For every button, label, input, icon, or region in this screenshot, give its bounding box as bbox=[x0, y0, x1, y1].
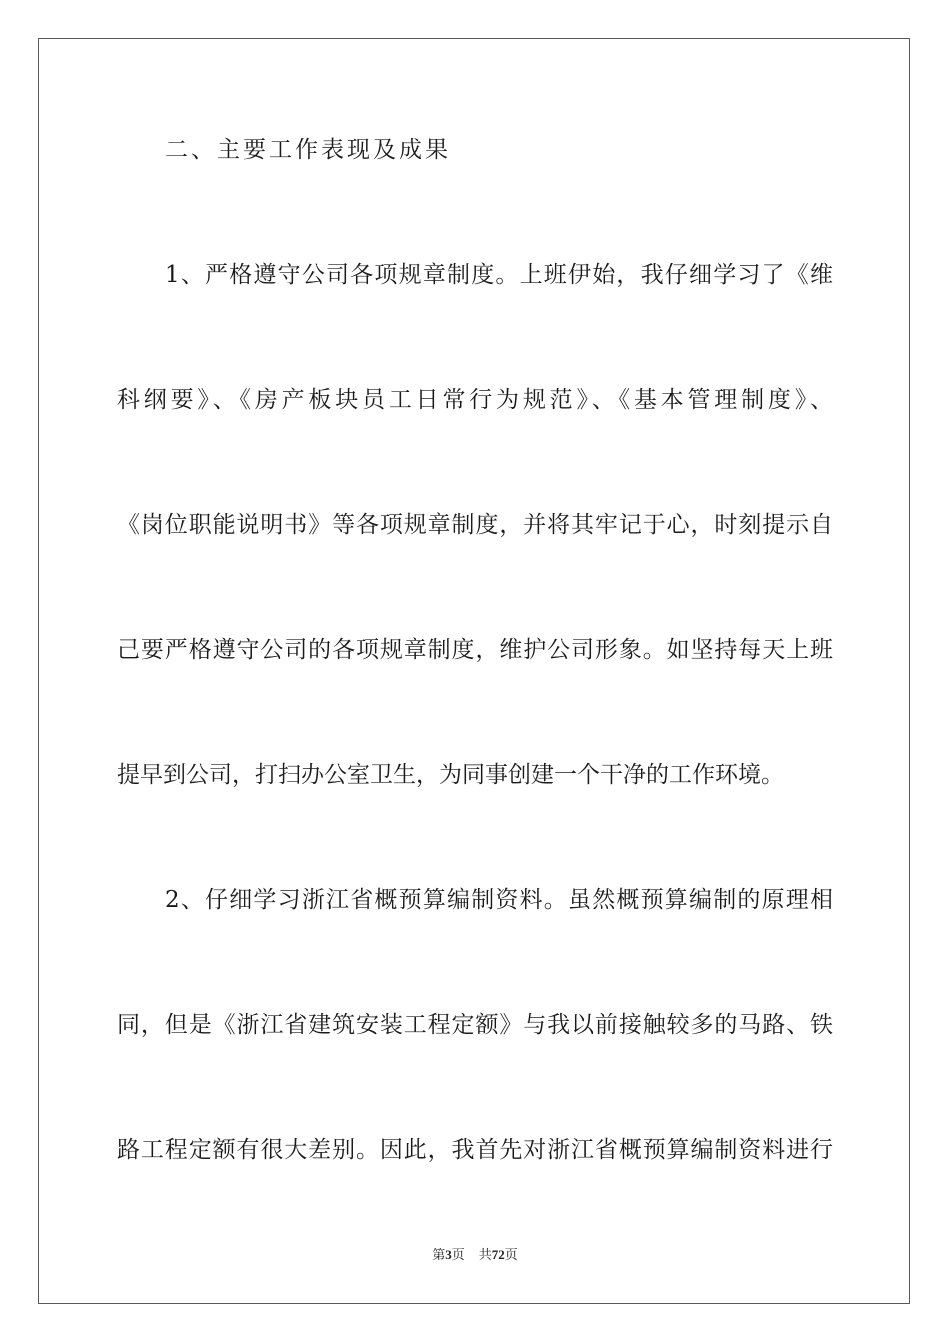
section-heading: 二、主要工作表现及成果 bbox=[165, 137, 451, 163]
paragraph-line: 1、严格遵守公司各项规章制度。上班伊始，我仔细学习了《维 bbox=[165, 262, 833, 288]
paragraph-line: 同，但是《浙江省建筑安装工程定额》与我以前接触较多的马路、铁 bbox=[117, 1012, 833, 1038]
page-border bbox=[38, 38, 910, 1304]
page-footer bbox=[0, 1246, 950, 1264]
paragraph-line: 科纲要》、《房产板块员工日常行为规范》、《基本管理制度》、 bbox=[117, 387, 833, 413]
total-pages-label: 共72页 bbox=[478, 1247, 518, 1262]
page-label: 第3页 bbox=[432, 1247, 465, 1262]
total-pages-number: 72 bbox=[491, 1247, 505, 1262]
paragraph-line: 2、仔细学习浙江省概预算编制资料。虽然概预算编制的原理相 bbox=[165, 887, 833, 913]
paragraph-line: 《岗位职能说明书》等各项规章制度，并将其牢记于心，时刻提示自 bbox=[117, 512, 833, 538]
paragraph-line: 提早到公司，打扫办公室卫生，为同事创建一个干净的工作环境。 bbox=[117, 762, 784, 788]
paragraph-line: 己要严格遵守公司的各项规章制度，维护公司形象。如坚持每天上班 bbox=[117, 637, 833, 663]
paragraph-line: 路工程定额有很大差别。因此，我首先对浙江省概预算编制资料进行 bbox=[117, 1137, 833, 1163]
page-number: 3 bbox=[445, 1247, 452, 1262]
